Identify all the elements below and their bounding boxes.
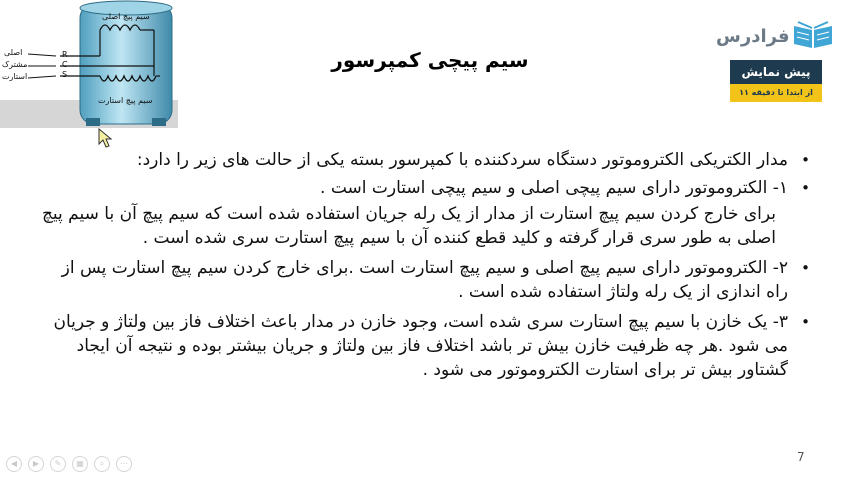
bullet-icon: • <box>801 151 810 169</box>
slide-title: سیم پیچی کمپرسور <box>331 48 529 72</box>
open-book-icon <box>792 20 834 50</box>
bullet-icon: • <box>801 259 810 277</box>
logo-text: فرادرس <box>716 26 790 47</box>
page-number: 7 <box>797 450 805 464</box>
slideshow-toolbar <box>6 456 132 472</box>
label-main: اصلی <box>4 48 23 57</box>
label-start: استارت <box>2 72 28 81</box>
zoom-icon[interactable]: ⌕ <box>94 456 110 472</box>
preview-badge <box>730 60 822 102</box>
label-common: مشترک <box>2 60 28 69</box>
start-coil-label: سیم پیچ استارت <box>98 96 153 105</box>
mouse-cursor-icon <box>98 128 112 148</box>
bullet-icon: • <box>801 313 810 331</box>
slide-content <box>40 148 810 382</box>
faradars-logo <box>716 20 836 54</box>
item3-text: ۳- یک خازن با سیم پیچ استارت سری شده است، وجود خازن در مدار باعث اختلاف فاز بین ولتاژ و جریان می شود .هر چه ظرفیت خازن بیش تر باشد اختلاف فاز بین ولتاژ و جریان بیشتر بوده و نتیجه آن ایجاد گشتاور بیش تر برای استارت الکتروموتور می شود . <box>53 312 788 380</box>
terminal-s: S <box>62 70 68 79</box>
bullet-item3 <box>40 310 810 382</box>
main-coil-label: سیم پیچ اصلی <box>102 12 150 21</box>
bullet-icon: • <box>801 179 810 197</box>
bullet-item1 <box>40 176 810 200</box>
bullet-item2 <box>40 256 810 304</box>
badge-title: پیش نمایش <box>730 60 822 84</box>
item2-text: ۲- الکتروموتور دارای سیم پیچ اصلی و سیم پیچ استارت است .برای خارج کردن سیم پیچ استارت پس از راه اندازی از یک رله ولتاژ استفاده شده است . <box>61 258 788 302</box>
next-slide-icon[interactable]: ▶ <box>28 456 44 472</box>
item1-detail: برای خارج کردن سیم پیچ استارت از مدار از یک رله جریان استفاده شده است که سیم پیچ آن با سیم پیچ اصلی به طور سری قرار گرفته و کلید قطع کننده آن با سیم پیچ استارت سری شده است . <box>41 204 776 248</box>
bullet-intro <box>40 148 810 172</box>
more-options-icon[interactable]: ⋯ <box>116 456 132 472</box>
intro-text: مدار الکتریکی الکتروموتور دستگاه سردکننده با کمپرسور بسته یکی از حالت های زیر را دارد: <box>136 150 788 170</box>
item1-text: ۱- الکتروموتور دارای سیم پیچی اصلی و سیم پیچی استارت است . <box>320 178 788 198</box>
previous-slide-icon[interactable]: ◀ <box>6 456 22 472</box>
slides-grid-icon[interactable]: ▦ <box>72 456 88 472</box>
badge-subtitle: از ابتدا تا دقیقه ۱۱ <box>730 84 822 102</box>
pen-icon[interactable]: ✎ <box>50 456 66 472</box>
terminal-r: R <box>62 50 68 59</box>
terminal-c: C <box>62 60 68 69</box>
compressor-diagram <box>0 0 178 128</box>
